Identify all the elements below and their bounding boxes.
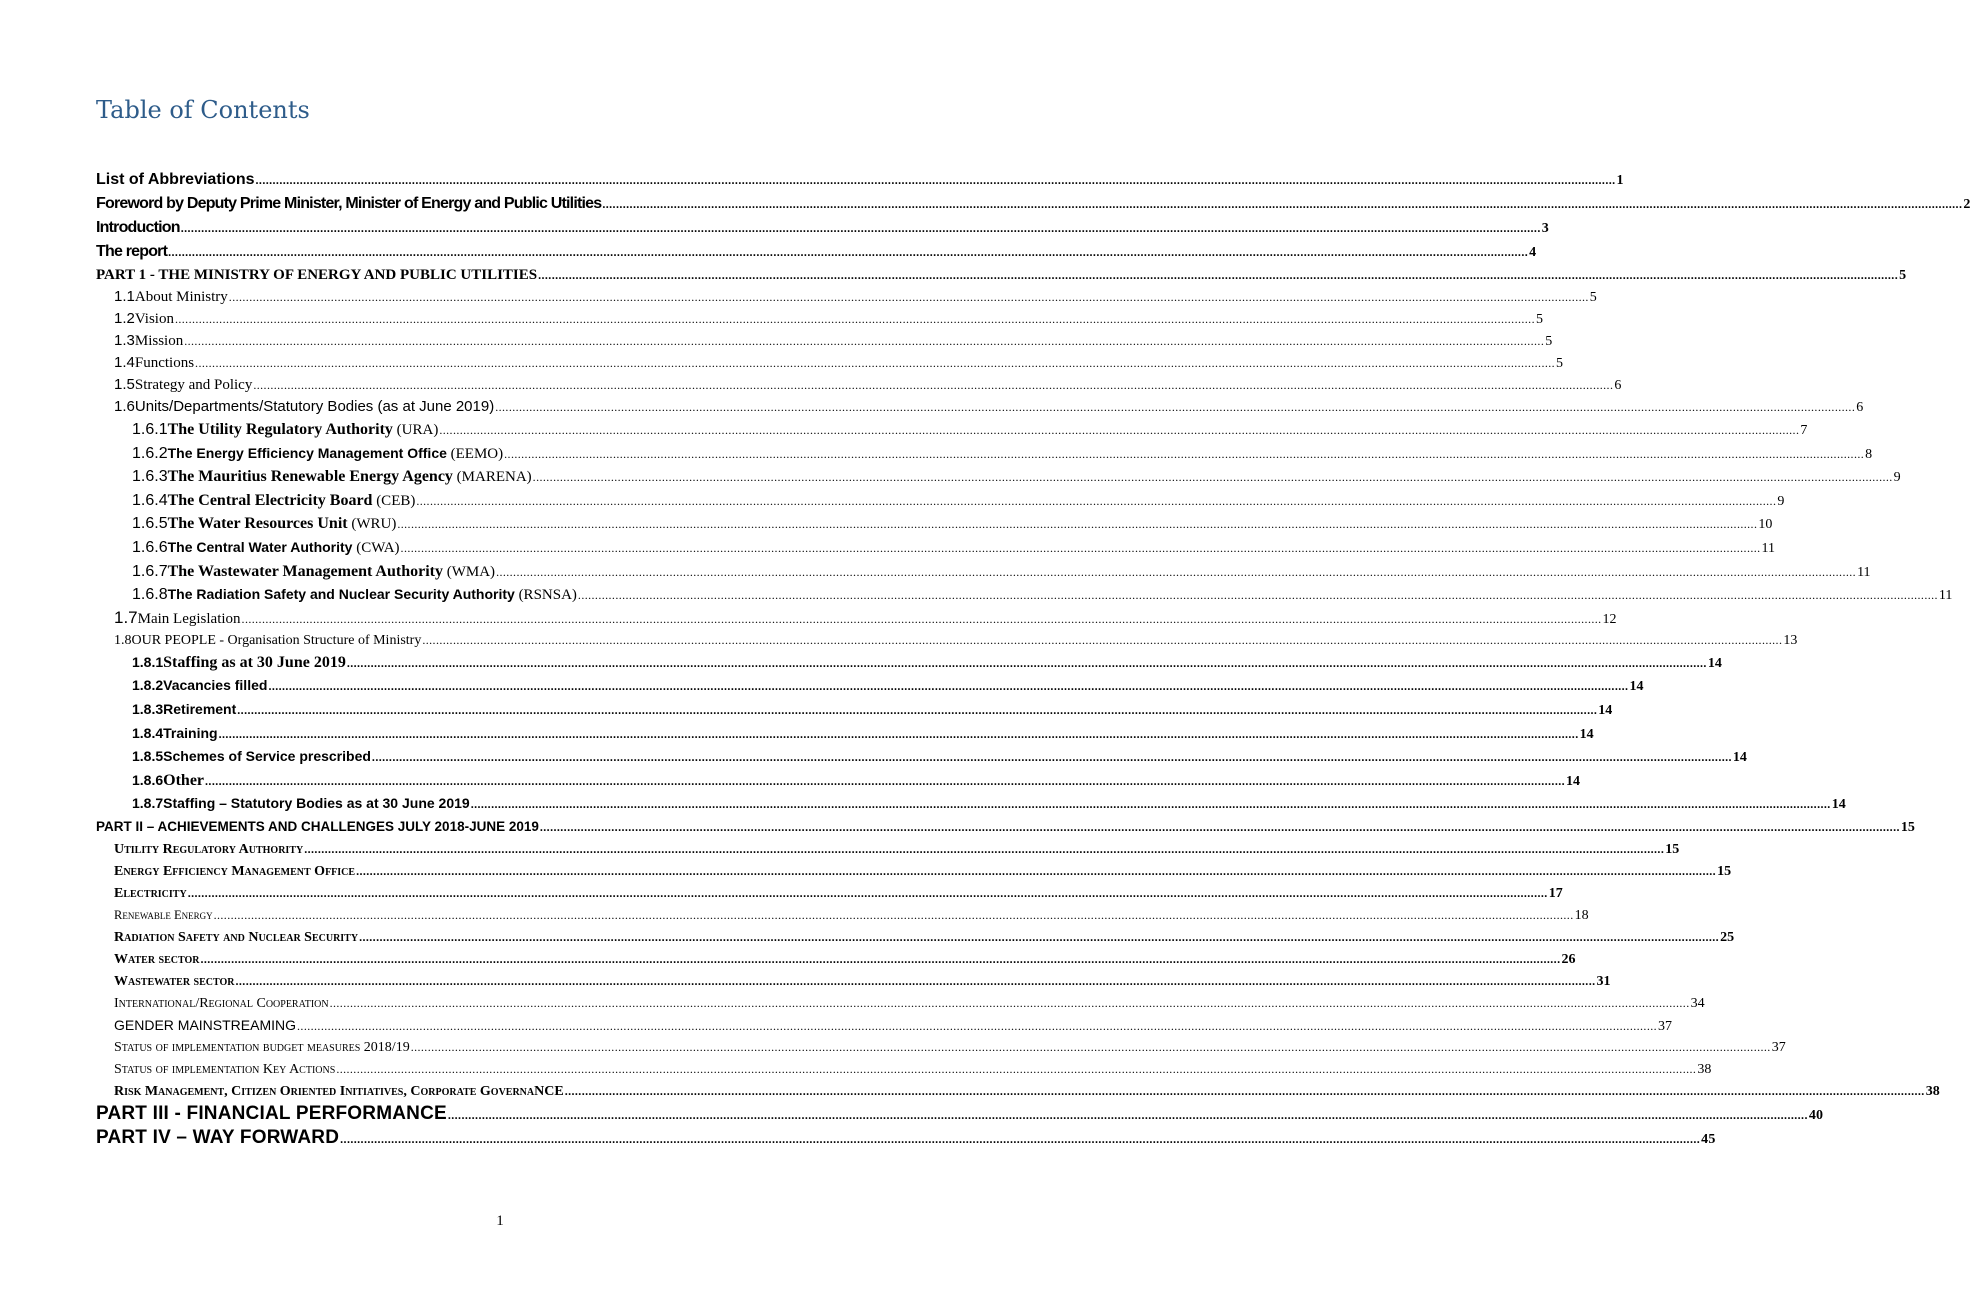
dot-leader: ................................................................................................................................................................................................................................................................................................................................................................................................................ bbox=[174, 312, 1535, 326]
toc-entry-label: List of Abbreviations bbox=[96, 171, 255, 188]
toc-entry-page: 17 bbox=[1548, 885, 1563, 901]
toc-entry-number: 1.6.8 bbox=[132, 586, 168, 604]
toc-entry-page: 34 bbox=[1690, 995, 1705, 1011]
toc-entry[interactable] bbox=[96, 192, 1970, 216]
dot-leader: ................................................................................................................................................................................................................................................................................................................................................................................................................ bbox=[356, 863, 1717, 878]
toc-entry-title: The Mauritius Renewable Energy Agency bbox=[167, 468, 453, 486]
dot-leader: ................................................................................................................................................................................................................................................................................................................................................................................................................ bbox=[410, 1039, 1771, 1054]
toc-entry[interactable] bbox=[96, 992, 1705, 1014]
toc-entry[interactable] bbox=[96, 396, 1864, 418]
toc-entry-label bbox=[168, 418, 439, 443]
toc-entry-number: 1.4 bbox=[114, 354, 135, 371]
toc-entry-number: 1.6.4 bbox=[132, 491, 168, 509]
toc-entry-title: The Energy Efficiency Management Office bbox=[167, 444, 447, 461]
toc-entry-label: Staffing as at 30 June 2019 bbox=[163, 653, 346, 671]
dot-leader: ................................................................................................................................................................................................................................................................................................................................................................................................................ bbox=[235, 973, 1596, 988]
toc-entry-label: Vision bbox=[134, 311, 174, 327]
toc-entry-label: Schemes of Service prescribed bbox=[163, 748, 371, 765]
toc-entry-page: 25 bbox=[1720, 929, 1735, 945]
toc-entry[interactable] bbox=[96, 216, 1548, 240]
toc-entry-number: 1.7 bbox=[114, 607, 138, 627]
toc-entry-label bbox=[168, 512, 397, 537]
toc-entry[interactable] bbox=[96, 745, 1747, 769]
toc-entry-acronym: (MARENA) bbox=[452, 469, 532, 486]
toc-entry-page: 4 bbox=[1529, 245, 1536, 260]
toc-entry[interactable] bbox=[96, 769, 1581, 793]
toc-entry[interactable] bbox=[96, 882, 1563, 904]
dot-leader: ................................................................................................................................................................................................................................................................................................................................................................................................................ bbox=[255, 173, 1616, 187]
dot-leader: ................................................................................................................................................................................................................................................................................................................................................................................................................ bbox=[168, 245, 1529, 259]
toc-entry-label: Units/Departments/Statutory Bodies (as at June 2019) bbox=[134, 398, 495, 415]
toc-entry[interactable] bbox=[96, 904, 1589, 926]
toc-entry[interactable] bbox=[96, 926, 1735, 948]
toc-entry[interactable] bbox=[96, 1014, 1673, 1036]
toc-entry-label: PART IV – WAY FORWARD bbox=[96, 1126, 340, 1148]
dot-leader: ................................................................................................................................................................................................................................................................................................................................................................................................................ bbox=[538, 268, 1899, 282]
toc-entry-page: 14 bbox=[1629, 679, 1644, 695]
dot-leader: ................................................................................................................................................................................................................................................................................................................................................................................................................ bbox=[241, 611, 1602, 626]
dot-leader: ................................................................................................................................................................................................................................................................................................................................................................................................................ bbox=[205, 773, 1566, 788]
toc-entry-number: 1.8 bbox=[114, 632, 132, 648]
dot-leader: ................................................................................................................................................................................................................................................................................................................................................................................................................ bbox=[213, 907, 1574, 922]
toc-entry-acronym: (WMA) bbox=[442, 563, 496, 580]
toc-entry[interactable] bbox=[96, 240, 1536, 264]
toc-entry-title: The Wastewater Management Authority bbox=[167, 562, 443, 580]
toc-entry[interactable] bbox=[96, 168, 1624, 192]
table-of-contents bbox=[96, 168, 1970, 1150]
toc-entry-page: 6 bbox=[1856, 400, 1864, 415]
toc-entry[interactable] bbox=[96, 489, 1785, 513]
dot-leader: ................................................................................................................................................................................................................................................................................................................................................................................................................ bbox=[228, 290, 1589, 304]
dot-leader: ................................................................................................................................................................................................................................................................................................................................................................................................................ bbox=[422, 632, 1783, 647]
toc-entry-label: Wastewater sector bbox=[114, 973, 235, 989]
toc-entry[interactable] bbox=[96, 418, 1808, 442]
toc-entry-label: OUR PEOPLE - Organisation Structure of Ministry bbox=[131, 632, 422, 648]
toc-entry[interactable] bbox=[96, 838, 1680, 860]
toc-entry-label: GENDER MAINSTREAMING bbox=[114, 1016, 297, 1033]
toc-entry[interactable] bbox=[96, 442, 1873, 466]
toc-entry-page: 15 bbox=[1900, 819, 1915, 835]
toc-entry[interactable] bbox=[96, 536, 1776, 560]
toc-entry-acronym: (URA) bbox=[392, 422, 439, 438]
dot-leader: ................................................................................................................................................................................................................................................................................................................................................................................................................ bbox=[397, 517, 1758, 532]
dot-leader: ................................................................................................................................................................................................................................................................................................................................................................................................................ bbox=[371, 750, 1732, 765]
dot-leader: ................................................................................................................................................................................................................................................................................................................................................................................................................ bbox=[400, 540, 1761, 555]
toc-entry-page: 1 bbox=[1616, 173, 1624, 188]
toc-entry-number: 1.8.6 bbox=[132, 771, 164, 788]
toc-entry-label: Electricity bbox=[114, 885, 187, 901]
dot-leader: ................................................................................................................................................................................................................................................................................................................................................................................................................ bbox=[184, 334, 1545, 348]
dot-leader: ................................................................................................................................................................................................................................................................................................................................................................................................................ bbox=[218, 726, 1579, 741]
toc-entry-page: 14 bbox=[1579, 726, 1594, 742]
toc-entry-label: Radiation Safety and Nuclear Security bbox=[114, 929, 359, 945]
dot-leader: ................................................................................................................................................................................................................................................................................................................................................................................................................ bbox=[495, 400, 1856, 414]
toc-entry-page: 9 bbox=[1893, 470, 1901, 486]
toc-entry-page: 2 bbox=[1963, 197, 1970, 212]
dot-leader: ................................................................................................................................................................................................................................................................................................................................................................................................................ bbox=[577, 588, 1938, 603]
toc-entry-acronym: (CWA) bbox=[352, 539, 400, 556]
toc-entry-label: Staffing – Statutory Bodies as at 30 June 2019 bbox=[163, 795, 470, 812]
toc-entry[interactable] bbox=[96, 860, 1732, 882]
toc-entry[interactable] bbox=[96, 308, 1543, 330]
toc-entry-label bbox=[168, 560, 495, 585]
toc-entry-label: Other bbox=[163, 771, 205, 789]
toc-entry-label: Renewable Energy bbox=[114, 907, 213, 922]
page-number: 1 bbox=[496, 1213, 504, 1229]
toc-entry-label: Vacancies filled bbox=[163, 677, 268, 694]
toc-entry[interactable] bbox=[96, 330, 1553, 352]
dot-leader: ................................................................................................................................................................................................................................................................................................................................................................................................................ bbox=[187, 885, 1548, 900]
toc-entry-page: 5 bbox=[1535, 312, 1543, 327]
toc-entry-page: 14 bbox=[1831, 797, 1846, 813]
toc-entry[interactable] bbox=[96, 374, 1622, 396]
toc-entry-page: 26 bbox=[1561, 951, 1576, 967]
toc-entry-page: 3 bbox=[1541, 221, 1548, 236]
toc-entry-number: 1.8.7 bbox=[132, 795, 164, 812]
toc-entry-number: 1.6.5 bbox=[132, 515, 168, 533]
toc-entry-page: 5 bbox=[1899, 268, 1907, 283]
toc-entry-label: Main Legislation bbox=[137, 610, 241, 627]
toc-entry-acronym: (CEB) bbox=[372, 492, 416, 509]
toc-entry-page: 10 bbox=[1758, 517, 1773, 533]
toc-entry-page: 11 bbox=[1761, 540, 1776, 556]
toc-entry-number: 1.8.2 bbox=[132, 677, 164, 694]
toc-entry-label: Utility Regulatory Authority bbox=[114, 841, 304, 857]
dot-leader: ................................................................................................................................................................................................................................................................................................................................................................................................................ bbox=[237, 702, 1598, 717]
toc-entry[interactable] bbox=[96, 651, 1722, 675]
toc-entry-page: 14 bbox=[1707, 655, 1722, 671]
toc-entry-page: 12 bbox=[1602, 611, 1617, 627]
dot-leader: ................................................................................................................................................................................................................................................................................................................................................................................................................ bbox=[359, 929, 1720, 944]
toc-entry-page: 18 bbox=[1574, 907, 1589, 923]
toc-entry-number: 1.8.3 bbox=[132, 700, 164, 717]
dot-leader: ................................................................................................................................................................................................................................................................................................................................................................................................................ bbox=[346, 655, 1707, 670]
toc-entry[interactable] bbox=[96, 583, 1953, 607]
toc-entry-label: Introduction bbox=[96, 219, 180, 236]
toc-entry-page: 38 bbox=[1925, 1083, 1940, 1099]
dot-leader: ................................................................................................................................................................................................................................................................................................................................................................................................................ bbox=[340, 1131, 1701, 1146]
toc-entry-label: PART III - FINANCIAL PERFORMANCE bbox=[96, 1102, 447, 1124]
toc-entry-page: 14 bbox=[1732, 750, 1747, 766]
toc-entry-page: 15 bbox=[1717, 863, 1732, 879]
toc-entry-page: 5 bbox=[1589, 290, 1597, 305]
dot-leader: ................................................................................................................................................................................................................................................................................................................................................................................................................ bbox=[564, 1083, 1925, 1098]
toc-entry-number: 1.5 bbox=[114, 376, 135, 393]
toc-entry-label: Mission bbox=[134, 333, 184, 349]
toc-entry-label: Status of implementation budget measures 2018/19 bbox=[114, 1039, 410, 1055]
dot-leader: ................................................................................................................................................................................................................................................................................................................................................................................................................ bbox=[253, 378, 1614, 392]
dot-leader: ................................................................................................................................................................................................................................................................................................................................................................................................................ bbox=[195, 356, 1556, 370]
toc-entry-page: 11 bbox=[1938, 588, 1953, 604]
toc-entry[interactable] bbox=[96, 698, 1613, 722]
toc-entry[interactable] bbox=[96, 1102, 1824, 1126]
dot-leader: ................................................................................................................................................................................................................................................................................................................................................................................................................ bbox=[532, 470, 1893, 485]
toc-entry-number: 1.8.1 bbox=[132, 653, 164, 670]
toc-entry-page: 6 bbox=[1614, 378, 1622, 393]
toc-entry-page: 5 bbox=[1545, 334, 1553, 349]
toc-entry-label: Training bbox=[163, 724, 218, 741]
toc-entry-label: Risk Management, Citizen Oriented Initiatives, Corporate GovernaNCE bbox=[114, 1083, 564, 1099]
dot-leader: ................................................................................................................................................................................................................................................................................................................................................................................................................ bbox=[200, 951, 1561, 966]
toc-entry-label: Functions bbox=[134, 355, 195, 371]
toc-entry-page: 11 bbox=[1857, 564, 1871, 580]
toc-entry-page: 31 bbox=[1596, 973, 1611, 989]
toc-entry[interactable] bbox=[96, 607, 1617, 629]
toc-entry-label bbox=[168, 583, 577, 608]
toc-entry[interactable] bbox=[96, 465, 1901, 489]
toc-entry[interactable] bbox=[96, 722, 1594, 746]
toc-entry-label: The report bbox=[96, 243, 168, 260]
dot-leader: ................................................................................................................................................................................................................................................................................................................................................................................................................ bbox=[268, 679, 1629, 694]
toc-entry[interactable] bbox=[96, 970, 1611, 992]
toc-entry-page: 14 bbox=[1566, 773, 1581, 789]
dot-leader: ................................................................................................................................................................................................................................................................................................................................................................................................................ bbox=[504, 446, 1865, 461]
dot-leader: ................................................................................................................................................................................................................................................................................................................................................................................................................ bbox=[416, 493, 1777, 508]
toc-entry-label bbox=[168, 465, 532, 490]
toc-entry-acronym: (WRU) bbox=[347, 516, 397, 533]
toc-entry-number: 1.6.6 bbox=[132, 538, 168, 556]
dot-leader: ................................................................................................................................................................................................................................................................................................................................................................................................................ bbox=[447, 1107, 1808, 1122]
toc-entry[interactable] bbox=[96, 1036, 1786, 1058]
toc-entry[interactable] bbox=[96, 674, 1644, 698]
dot-leader: ................................................................................................................................................................................................................................................................................................................................................................................................................ bbox=[539, 819, 1900, 834]
toc-entry-label: Water sector bbox=[114, 951, 200, 967]
toc-entry[interactable] bbox=[96, 1080, 1940, 1102]
page-title: Table of Contents bbox=[96, 96, 310, 124]
dot-leader: ................................................................................................................................................................................................................................................................................................................................................................................................................ bbox=[304, 841, 1665, 856]
toc-entry[interactable] bbox=[96, 352, 1564, 374]
toc-entry[interactable] bbox=[96, 264, 1907, 286]
toc-entry[interactable] bbox=[96, 816, 1915, 838]
toc-entry[interactable] bbox=[96, 792, 1846, 816]
toc-entry-number: 1.3 bbox=[114, 332, 135, 349]
toc-entry-page: 38 bbox=[1697, 1061, 1712, 1077]
toc-entry-title: The Water Resources Unit bbox=[167, 515, 348, 533]
toc-entry-label: International/Regional Cooperation bbox=[114, 995, 329, 1011]
toc-entry-label: Foreword by Deputy Prime Minister, Minister of Energy and Public Utilities bbox=[96, 195, 602, 212]
toc-entry-label bbox=[168, 536, 400, 561]
toc-entry-page: 13 bbox=[1783, 632, 1798, 648]
toc-entry-page: 5 bbox=[1556, 356, 1564, 371]
toc-entry[interactable] bbox=[96, 948, 1576, 970]
dot-leader: ................................................................................................................................................................................................................................................................................................................................................................................................................ bbox=[336, 1061, 1697, 1076]
toc-entry-number: 1.6.7 bbox=[132, 562, 168, 580]
toc-entry-number: 1.6 bbox=[114, 398, 135, 415]
toc-entry-number: 1.8.4 bbox=[132, 724, 164, 741]
toc-entry-label: PART II – ACHIEVEMENTS AND CHALLENGES JULY 2018-JUNE 2019 bbox=[96, 818, 539, 834]
toc-entry-page: 37 bbox=[1658, 1018, 1673, 1034]
toc-entry[interactable] bbox=[96, 1058, 1712, 1080]
toc-entry-number: 1.6.2 bbox=[132, 444, 168, 462]
toc-entry-page: 15 bbox=[1665, 841, 1680, 857]
toc-entry-number: 1.6.3 bbox=[132, 468, 168, 486]
toc-entry-title: The Central Water Authority bbox=[167, 538, 353, 555]
toc-entry-label bbox=[168, 442, 504, 467]
dot-leader: ................................................................................................................................................................................................................................................................................................................................................................................................................ bbox=[180, 221, 1541, 235]
toc-entry-label: Retirement bbox=[163, 700, 237, 717]
dot-leader: ................................................................................................................................................................................................................................................................................................................................................................................................................ bbox=[297, 1018, 1658, 1033]
dot-leader: ................................................................................................................................................................................................................................................................................................................................................................................................................ bbox=[602, 197, 1963, 211]
toc-entry-page: 45 bbox=[1701, 1131, 1716, 1147]
toc-entry-number: 1.1 bbox=[114, 288, 135, 305]
toc-entry[interactable] bbox=[96, 512, 1773, 536]
toc-entry-number: 1.8.5 bbox=[132, 748, 164, 765]
toc-entry-label bbox=[168, 489, 416, 514]
toc-entry[interactable] bbox=[96, 286, 1597, 308]
toc-entry[interactable] bbox=[96, 629, 1798, 651]
toc-entry[interactable] bbox=[96, 560, 1871, 584]
dot-leader: ................................................................................................................................................................................................................................................................................................................................................................................................................ bbox=[439, 423, 1800, 437]
toc-entry-title: The Radiation Safety and Nuclear Security Authority bbox=[167, 586, 515, 603]
dot-leader: ................................................................................................................................................................................................................................................................................................................................................................................................................ bbox=[470, 797, 1831, 812]
toc-entry-acronym: (RSNSA) bbox=[514, 587, 577, 604]
toc-entry-label: Energy Efficiency Management Office bbox=[114, 863, 356, 879]
toc-entry[interactable] bbox=[96, 1126, 1716, 1150]
toc-entry-page: 37 bbox=[1771, 1039, 1786, 1055]
toc-entry-number: 1.2 bbox=[114, 310, 135, 327]
toc-entry-title: The Central Electricity Board bbox=[167, 491, 373, 509]
toc-entry-page: 8 bbox=[1865, 446, 1873, 462]
toc-entry-acronym: (EEMO) bbox=[446, 445, 504, 462]
toc-entry-page: 14 bbox=[1598, 702, 1613, 718]
toc-entry-page: 40 bbox=[1808, 1107, 1824, 1123]
toc-entry-page: 7 bbox=[1800, 423, 1808, 438]
dot-leader: ................................................................................................................................................................................................................................................................................................................................................................................................................ bbox=[329, 995, 1690, 1010]
toc-entry-number: 1.6.1 bbox=[132, 421, 168, 438]
dot-leader: ................................................................................................................................................................................................................................................................................................................................................................................................................ bbox=[496, 564, 1857, 579]
toc-entry-label: About Ministry bbox=[134, 289, 228, 305]
toc-entry-label: Strategy and Policy bbox=[134, 377, 253, 393]
toc-entry-title: The Utility Regulatory Authority bbox=[167, 421, 393, 438]
toc-entry-label: PART 1 - THE MINISTRY OF ENERGY AND PUBLIC UTILITIES bbox=[96, 267, 538, 283]
toc-entry-page: 9 bbox=[1777, 493, 1785, 509]
toc-entry-label: Status of implementation Key Actions bbox=[114, 1061, 336, 1077]
